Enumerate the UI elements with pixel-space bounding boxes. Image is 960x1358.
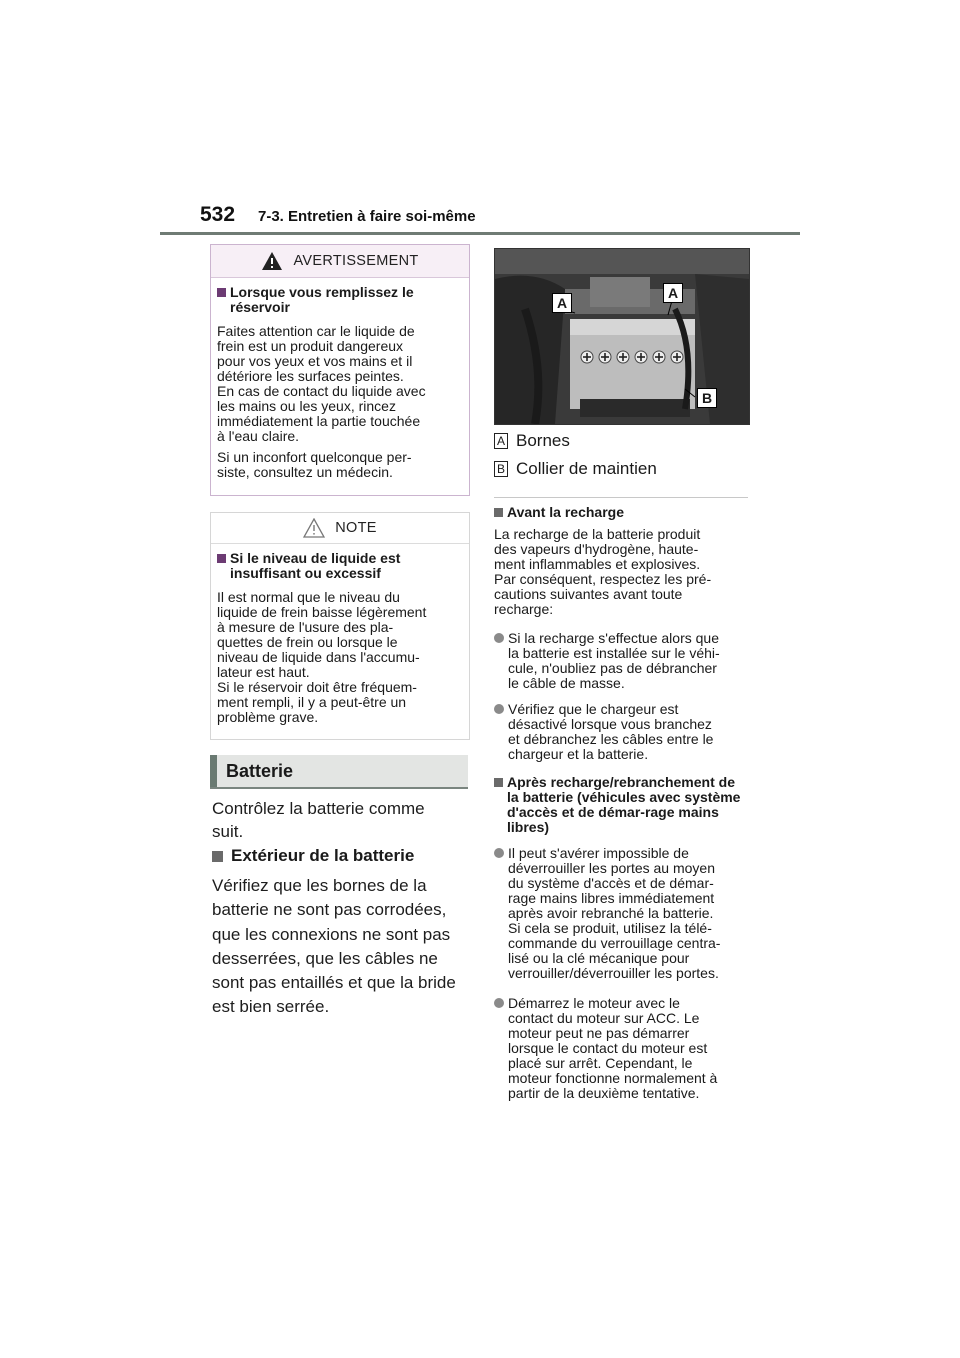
section-title: 7-3. Entretien à faire soi-même	[258, 208, 476, 225]
legend-key: B	[494, 461, 508, 477]
caution-icon	[303, 518, 325, 538]
legend-item-clamp	[494, 459, 657, 479]
after-charge-subheading: Après recharge/rebranchement de la batterie (véhicules avec système d'accès et de démar-rage mains libres)	[494, 775, 750, 835]
before-charge-subheading: Avant la recharge	[494, 505, 748, 520]
battery-intro: Contrôlez la batterie comme suit.	[212, 799, 425, 841]
battery-photo	[494, 248, 750, 425]
note-paragraph: Il est normal que le niveau du liquide de frein baisse légèrement à mesure de l'usure des pla- quettes de frein ou lorsque le niveau de liquide dans l'accumu- lateur est haut. Si le réservoir doit être fréquem- ment rempli, il y a peut-être un problème grave.	[217, 589, 427, 725]
list-item: Vérifiez que le chargeur est désactivé lorsque vous branchez et débranchez les câbles entre le chargeur et la batterie.	[494, 702, 750, 762]
warning-title: AVERTISSEMENT	[293, 253, 419, 269]
bullet-icon	[494, 633, 504, 643]
battery-heading-rule	[210, 787, 468, 789]
list-item: Si la recharge s'effectue alors que la batterie est installée sur le véhi- cule, n'oubliez pas de débrancher le câble de masse.	[494, 631, 750, 691]
before-charge-paragraph: La recharge de la batterie produit des vapeurs d'hydrogène, haute- ment inflammables et explosives. Par conséquent, respectez les pré- cautions suivantes avant toute recharge:	[494, 526, 712, 617]
battery-heading-text: Batterie	[226, 761, 294, 781]
warning-paragraph: Faites attention car le liquide de frein est un produit dangereux pour vos yeux et vos mains et il détériore les surfaces peintes. En cas de contact du liquide avec les mains ou les yeux, rincez immédiatement la partie touchée à l'eau claire.	[217, 323, 426, 444]
square-bullet-icon	[212, 851, 223, 862]
warning-icon	[261, 251, 283, 271]
label-b: B	[697, 388, 717, 408]
legend-text: Bornes	[516, 431, 570, 450]
note-box	[210, 512, 470, 740]
warning-paragraph: Si un inconfort quelconque per- siste, consultez un médecin.	[217, 449, 412, 480]
bullet-icon	[494, 848, 504, 858]
warning-box	[210, 244, 470, 496]
label-a-left: A	[552, 293, 572, 313]
battery-heading	[210, 755, 468, 787]
header-divider	[160, 232, 800, 235]
warning-title-bar	[211, 245, 469, 278]
battery-exterior-subheading: Extérieur de la batterie	[212, 846, 414, 866]
square-bullet-icon	[217, 554, 226, 563]
bullet-icon	[494, 998, 504, 1008]
list-item: Il peut s'avérer impossible de déverrouiller les portes au moyen du système d'accès et de démar- rage mains libres immédiatement après avoir rebranché la batterie. Si cela se produit, utilisez la télé- commande du verrouillage centra- lisé ou la clé mécanique pour verrouiller/déverrouiller les portes.	[494, 846, 750, 981]
square-bullet-icon	[217, 288, 226, 297]
battery-exterior-paragraph: Vérifiez que les bornes de la batterie ne sont pas corrodées, que les connexions ne sont pas desserrées, que les câbles ne sont pas entaillés et que la bride est bien serrée.	[212, 876, 456, 1017]
note-title-bar	[211, 513, 469, 544]
square-bullet-icon	[494, 778, 503, 787]
note-subheading: Si le niveau de liquide est insuffisant ou excessif	[217, 551, 463, 581]
legend-text: Collier de maintien	[516, 459, 657, 478]
legend-key: A	[494, 433, 508, 449]
list-item: Démarrez le moteur avec le contact du moteur sur ACC. Le moteur peut ne pas démarrer lorsque le contact du moteur est placé sur arrêt. Cependant, le moteur fonctionne normalement à partir de la deuxième tentative.	[494, 996, 750, 1101]
legend-item-terminals	[494, 431, 570, 451]
warning-subheading: Lorsque vous remplissez le réservoir	[217, 285, 463, 315]
section-divider	[494, 497, 748, 498]
square-bullet-icon	[494, 508, 503, 517]
page-number: 532	[200, 203, 236, 226]
note-title: NOTE	[335, 520, 377, 536]
bullet-icon	[494, 704, 504, 714]
label-a-right: A	[663, 283, 683, 303]
